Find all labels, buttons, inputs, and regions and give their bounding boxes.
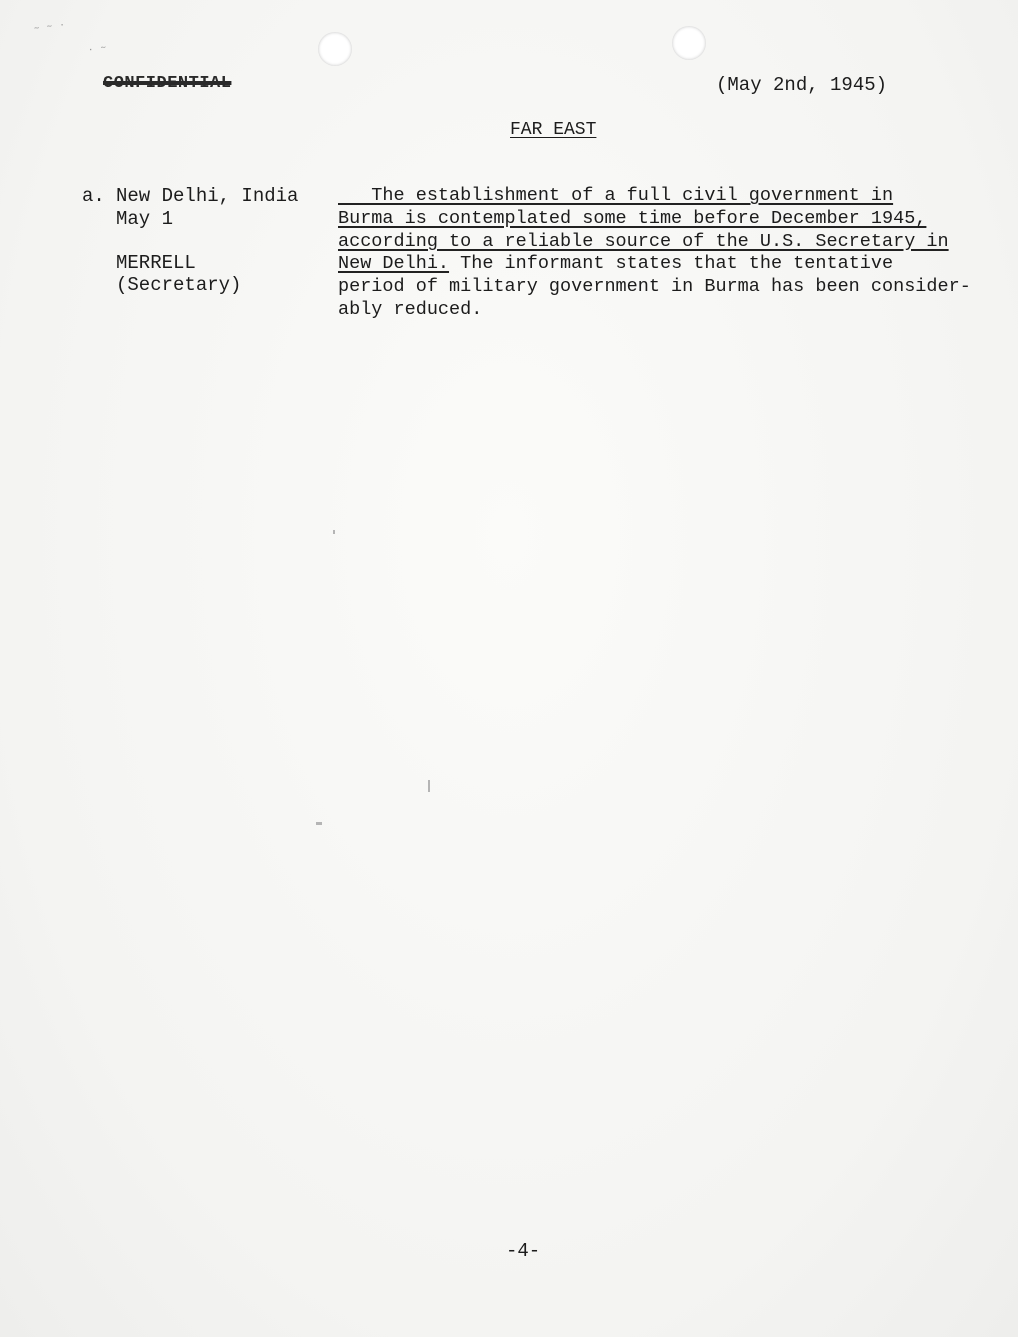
entry-body — [338, 185, 971, 322]
document-date: (May 2nd, 1945) — [716, 74, 888, 96]
body-line: New Delhi. — [338, 253, 450, 275]
body-line: The establishment of a full civil government in — [338, 185, 894, 206]
classification-marking: CONFIDENTIAL — [103, 74, 232, 93]
pencil-mark: · ~ — [87, 42, 108, 56]
pencil-mark: ~ ~ · — [33, 19, 67, 35]
entry-location: New Delhi, India — [116, 185, 299, 207]
paper-speck — [428, 780, 430, 792]
body-line: Burma is contemplated some time before December 1945, — [338, 207, 927, 229]
body-line: according to a reliable source of the U.S. Secretary in — [338, 230, 949, 252]
punch-hole-right — [672, 26, 706, 60]
entry-source-role: (Secretary) — [116, 274, 242, 296]
section-heading: FAR EAST — [510, 120, 597, 140]
entry-source: MERRELL — [116, 252, 196, 274]
paper-speck — [316, 822, 322, 825]
entry-date: May 1 — [116, 208, 174, 230]
paper-speck — [333, 530, 335, 534]
body-line: ably reduced. — [338, 298, 483, 320]
entry-letter: a. — [82, 185, 105, 207]
body-line: The informant states that the tentative — [449, 253, 894, 275]
punch-hole-left — [318, 32, 352, 66]
page-number: -4- — [506, 1240, 541, 1262]
body-line: period of military government in Burma has been consider- — [338, 276, 971, 298]
